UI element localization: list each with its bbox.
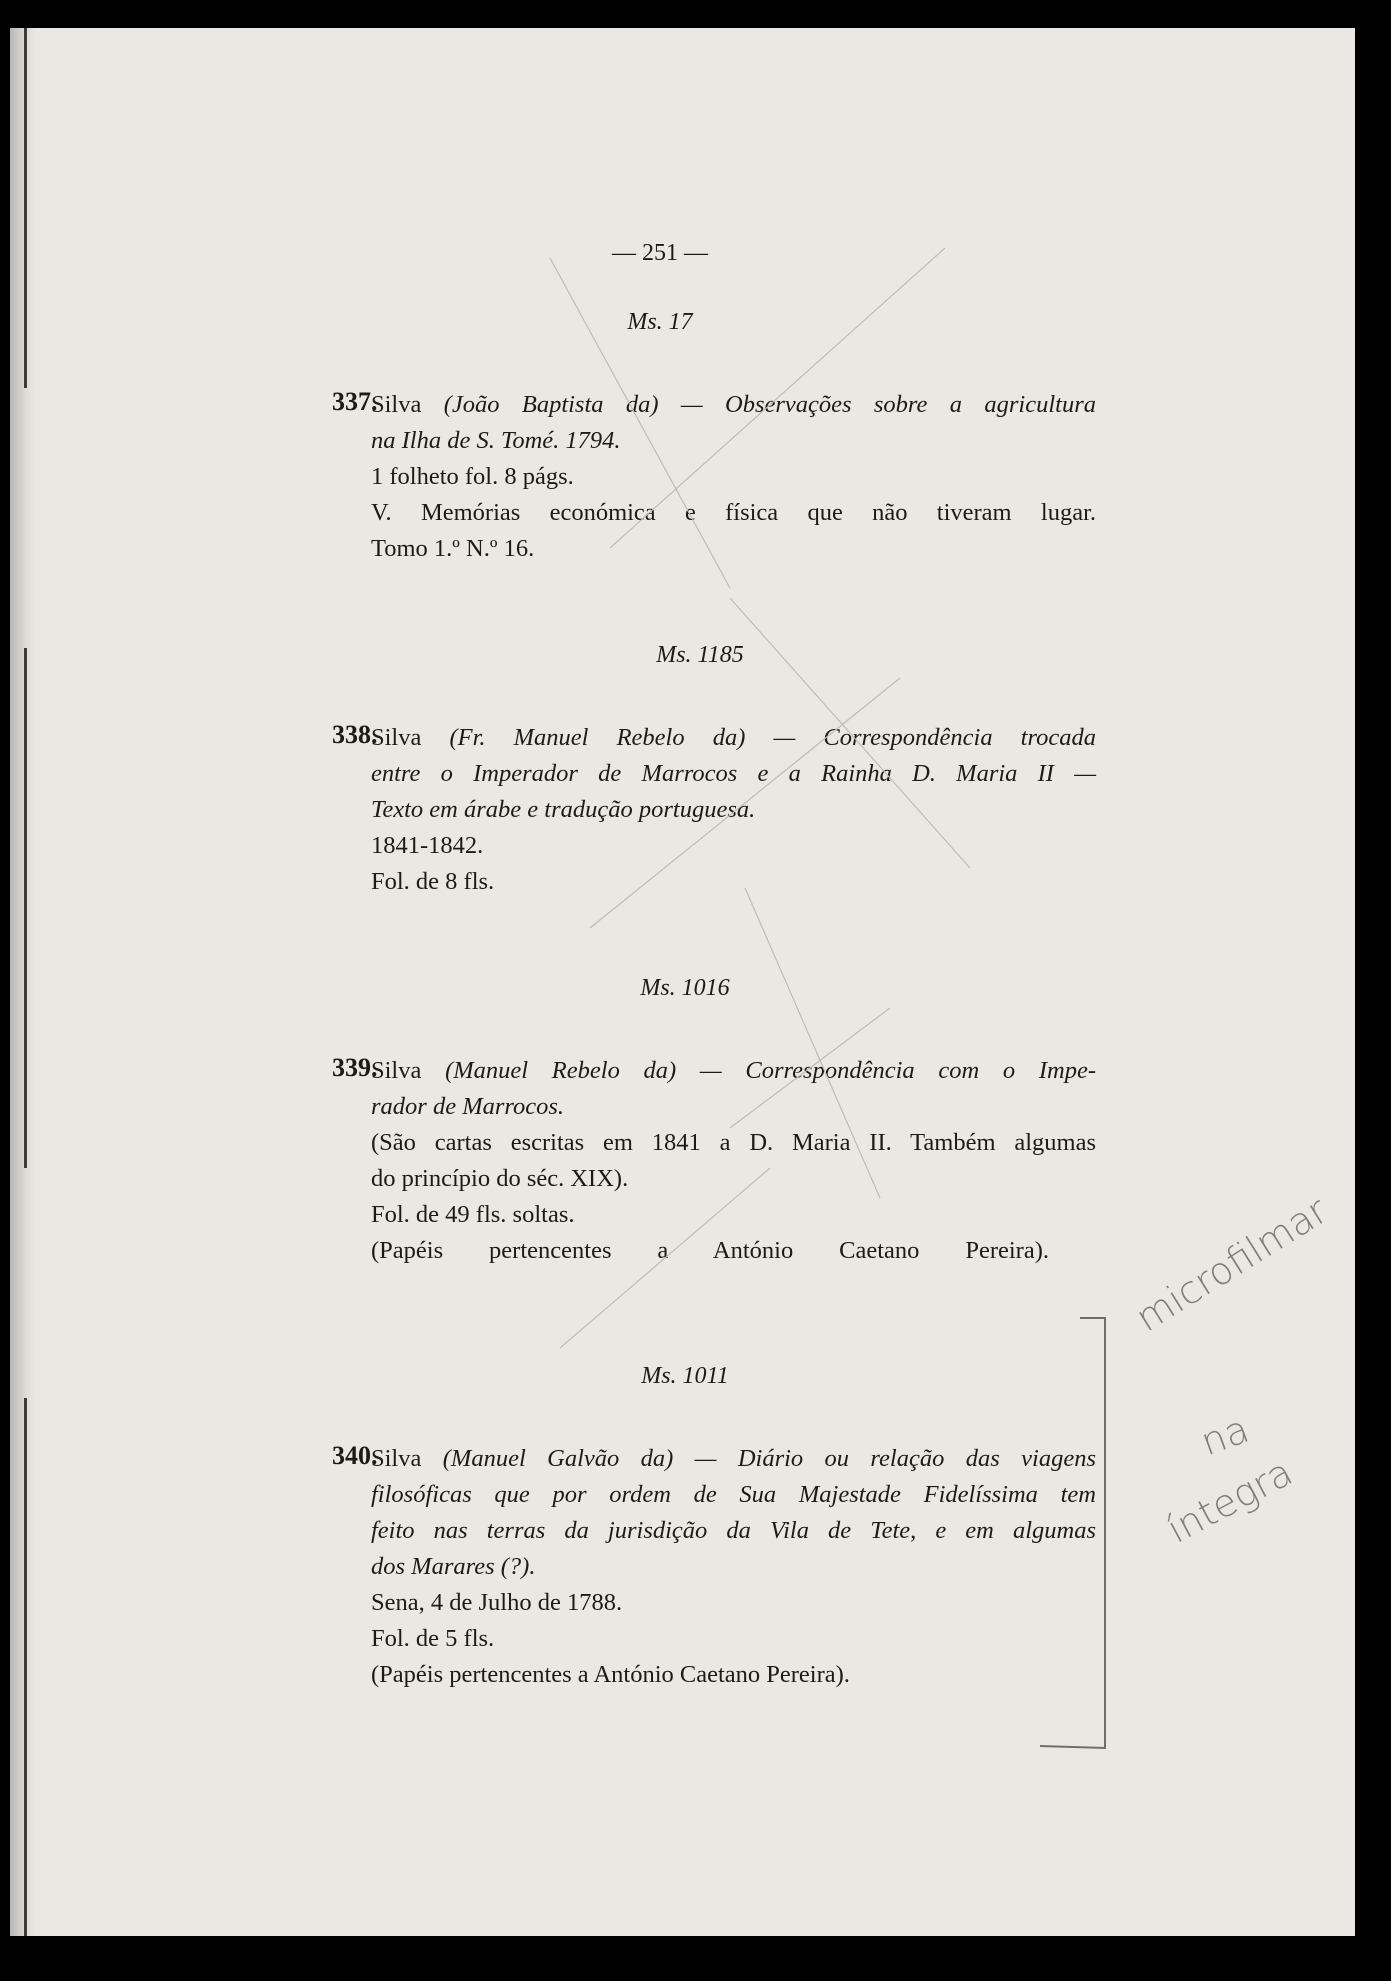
- entry-line: entre o Imperador de Marrocos e a Rainha D. Maria II —: [371, 760, 1096, 787]
- entry-line: na Ilha de S. Tomé. 1794.: [371, 427, 621, 454]
- entry-number: 340.: [332, 1441, 378, 1470]
- pencil-stroke: [550, 258, 730, 588]
- pencil-stroke: [560, 1168, 770, 1348]
- entry-line: Fol. de 5 fls.: [371, 1625, 495, 1652]
- entry-line: Fol. de 49 fls. soltas.: [371, 1201, 575, 1228]
- entry-line: feito nas terras da jurisdição da Vila de Tete, e em algumas: [371, 1517, 1096, 1544]
- pencil-stroke: [610, 248, 945, 548]
- entry-line: (São cartas escritas em 1841 a D. Maria II. Também algumas: [371, 1129, 1096, 1156]
- entry-number: 338.: [332, 720, 378, 749]
- entry-line: filosóficas que por ordem de Sua Majestade Fidelíssima tem: [371, 1481, 1096, 1508]
- ms-heading: Ms. 1011: [641, 1363, 729, 1389]
- entry-line: 1 folheto fol. 8 págs.: [371, 463, 574, 490]
- entry-line: do princípio do séc. XIX).: [371, 1165, 629, 1192]
- handwritten-note-word: íntegra: [1160, 1449, 1300, 1552]
- entry-line: (Papéis pertencentes a António Caetano Pereira).: [371, 1237, 1049, 1264]
- document-page: [10, 28, 1355, 1936]
- entry-line: Silva (Manuel Galvão da) — Diário ou relação das viagens: [371, 1445, 1096, 1472]
- ms-heading: Ms. 17: [627, 309, 693, 335]
- pencil-stroke: [730, 598, 970, 868]
- entry-line: dos Marares (?).: [371, 1553, 536, 1580]
- pencil-marks: [10, 28, 1355, 1936]
- page-number: — 251 —: [612, 240, 708, 266]
- entry-line: Silva (Manuel Rebelo da) — Correspondência com o Impe-: [371, 1057, 1096, 1084]
- entry-line: V. Memórias económica e física que não tiveram lugar.: [371, 499, 1096, 526]
- pencil-stroke: [590, 678, 900, 928]
- entry-line: rador de Marrocos.: [371, 1093, 565, 1120]
- entry-line: Silva (João Baptista da) — Observações sobre a agricultura: [371, 391, 1096, 418]
- entry-number: 339.: [332, 1053, 378, 1082]
- pencil-stroke: [730, 1008, 890, 1128]
- handwritten-note-word: na: [1195, 1406, 1255, 1465]
- ms-heading: Ms. 1185: [656, 642, 744, 668]
- handwritten-note-word: microfilmar: [1128, 1188, 1336, 1341]
- pencil-stroke: [745, 888, 880, 1198]
- ms-heading: Ms. 1016: [640, 975, 730, 1001]
- margin-bracket: [1040, 1318, 1105, 1748]
- entry-line: Tomo 1.º N.º 16.: [371, 535, 535, 562]
- entry-line: Silva (Fr. Manuel Rebelo da) — Correspondência trocada: [371, 724, 1096, 751]
- entry-line: Fol. de 8 fls.: [371, 868, 495, 895]
- entry-line: (Papéis pertencentes a António Caetano Pereira).: [371, 1661, 850, 1688]
- entry-line: 1841-1842.: [371, 832, 484, 859]
- entry-line: Sena, 4 de Julho de 1788.: [371, 1589, 623, 1616]
- entry-line: Texto em árabe e tradução portuguesa.: [371, 796, 756, 823]
- entry-number: 337.: [332, 387, 378, 416]
